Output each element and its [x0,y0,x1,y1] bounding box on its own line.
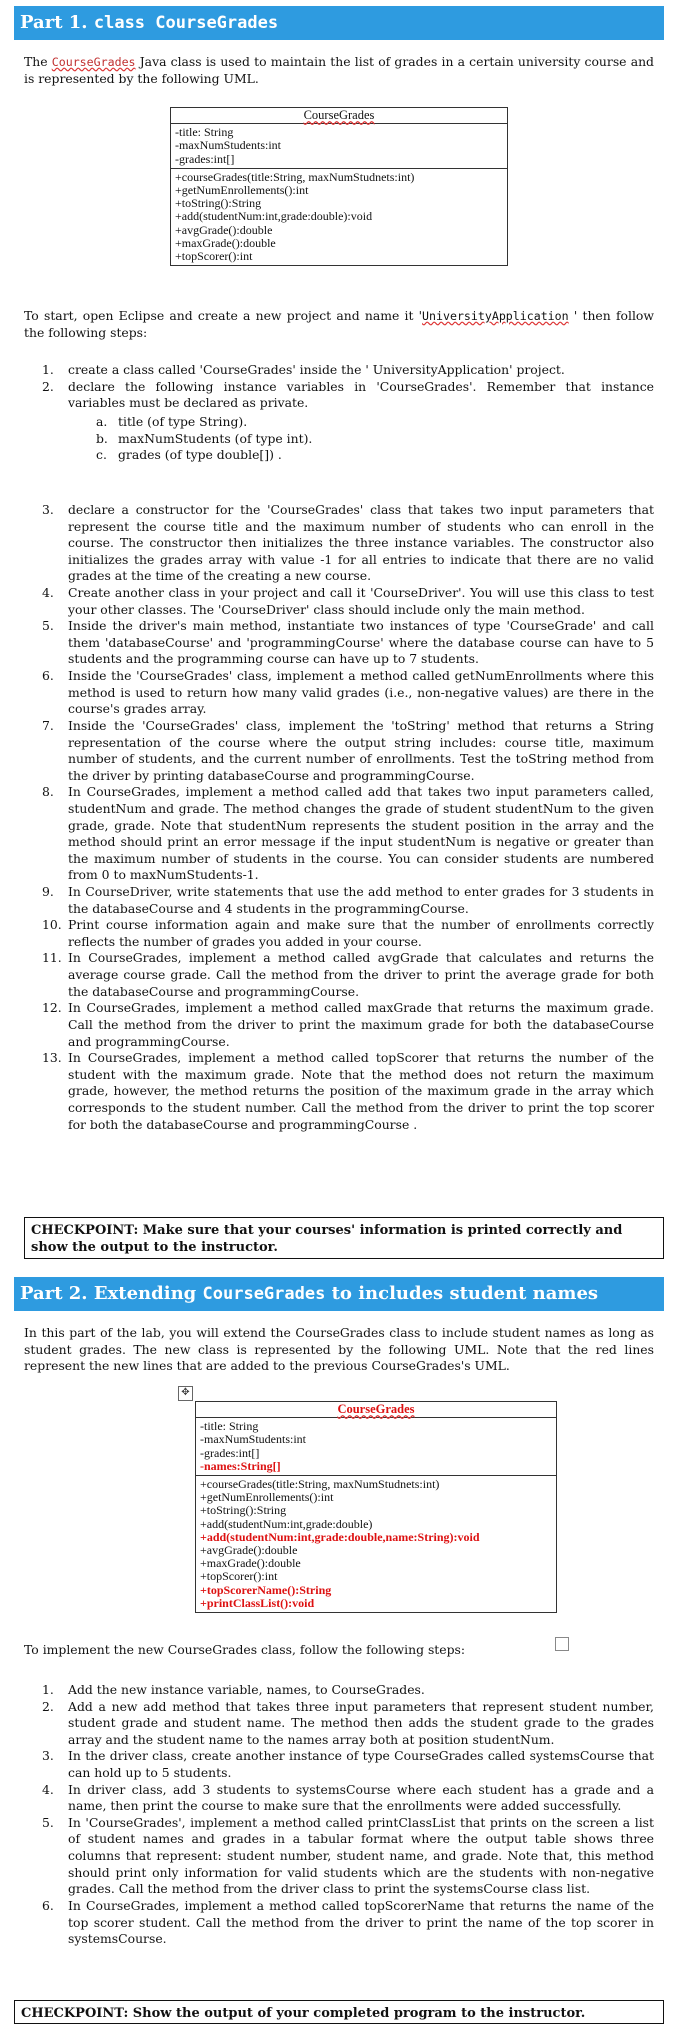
list-item [30,1815,654,1898]
uml-attributes [171,124,507,168]
part1-banner [14,6,664,40]
uml-member: -grades:int[] [200,1445,260,1460]
uml-class-name-text: CourseGrades [303,108,375,122]
list-item-number: b. [96,430,108,446]
part2-title-prefix: Part 2. Extending [20,1283,203,1304]
list-item [30,379,654,412]
uml-diagram-extended [195,1401,557,1613]
uml-member: +add(studentNum:int,grade:double):void [175,209,373,224]
part2-checkpoint: CHECKPOINT: Show the output of your completed program to the instructor. [14,2000,664,2024]
uml-member: -title: String [200,1419,259,1434]
list-item-number: 2. [42,1698,54,1714]
uml2-attributes [196,1418,556,1475]
uml-member: +add(studentNum:int,grade:double,name:String):void [200,1529,480,1544]
list-item [30,950,654,1000]
list-item-text: In CourseDriver, write statements that use the add method to enter grades for 3 students in the databaseCourse and 4 students in the programmingCourse. [68,884,654,916]
intro-class-name: CourseGrades [51,55,136,69]
list-item-text: declare a constructor for the 'CourseGrades' class that takes two input parameters that represent the course title and the maximum number of students who can enroll in the course. The constructor then initializes the three instance variables. The constructor also initializes the grades array with value -1 for all entries to indicate that there are no valid grades at the time of the creating a new course. [68,502,654,584]
list-item-number: 13. [42,1050,62,1066]
list-item-text: grades (of type double[]) . [118,447,282,463]
uml-member: -names:String[] [200,1458,281,1473]
uml-member: -maxNumStudents:int [175,138,281,153]
list-item [30,917,654,950]
list-item-text: In CourseGrades, implement a method called topScorerName that returns the name of the top scorer student. Call the method from the driver to print the name of the top scorer in systemsCourse. [68,1897,654,1947]
part2-intro: In this part of the lab, you will extend the CourseGrades class to include student names as long as student grades. The new class is represented by the following UML. Note that the red lines represent the new lines that are added to the previous CourseGrades's UML. [24,1325,654,1374]
uml-member: -maxNumStudents:int [200,1432,306,1447]
part1-substeps [96,414,312,464]
list-item-text: In CourseGrades, implement a method called maxGrade that returns the maximum grade. Call the method from the driver to print the maximum grade for both the databaseCourse and programmingCourse. [68,1000,654,1049]
intro-text-b: Java class is used to maintain the list of grades in a certain university course and is represented by the following UML. [24,54,654,86]
uml-methods [171,168,507,265]
list-item-number: 5. [42,1814,54,1830]
list-item-number: 10. [42,917,62,933]
list-item [30,668,654,718]
list-item-number: a. [96,414,108,429]
uml-member: -grades:int[] [175,151,235,166]
list-item [30,585,654,618]
list-item-number: 12. [42,1000,62,1016]
uml-member: +topScorer():int [200,1569,278,1584]
list-item [30,1699,654,1749]
uml2-class-name [196,1402,556,1418]
uml-member: +courseGrades(title:String, maxNumStudnets:int) [200,1477,440,1492]
list-item [30,718,654,784]
list-item-text: Inside the driver's main method, instantiate two instances of type 'CourseGrade' and call them 'databaseCourse' and 'programmingCourse' where the database course can have to 5 students and the programming course can have up to 7 students. [68,618,654,667]
uml-member: +toString():String [200,1503,287,1518]
list-item-number: 8. [42,784,54,800]
list-item-text: title (of type String). [118,414,248,429]
part2-steps-list [30,1682,654,1948]
intro-text-a: The [24,54,52,69]
list-item [30,1748,654,1781]
part1-checkpoint: CHECKPOINT: Make sure that your courses' information is printed correctly and show the output to the instructor. [24,1217,664,1259]
list-item [96,447,312,464]
uml-member: +topScorerName():String [200,1582,332,1597]
uml2-class-name-text: CourseGrades [337,1402,415,1416]
start-text-a: To start, open Eclipse and create a new project and name it ' [24,308,423,323]
list-item-text: declare the following instance variables in 'CourseGrades'. Remember that instance variables must be declared as private. [68,378,654,411]
list-item [30,1782,654,1815]
part1-steps-list-cont [30,502,654,1133]
list-item-text: Add a new add method that takes three input parameters that represent student number, student grade and student name. The method then adds the student grade to the grades array and the student name to the names array both at position studentNum. [68,1698,654,1747]
list-item-number: 1. [42,362,54,377]
start-text-b: ' then follow the following steps: [24,308,654,340]
list-item-number: 7. [42,717,54,733]
part2-title-code: CourseGrades [202,1284,326,1304]
part2-banner [14,1277,664,1311]
list-item-number: 4. [42,1781,54,1797]
start-project-name: UniversityApplication [422,309,569,323]
list-item [30,1000,654,1050]
list-item-text: Print course information again and make sure that the number of enrollments correctly reflects the number of grades you added in your course. [68,917,654,949]
list-item-text: Inside the 'CourseGrades' class, implement a method called getNumEnrollments where this method is used to return how many valid grades (i.e., non-negative values) are there in the course's grades array. [68,668,654,717]
list-item-number: 6. [42,1897,54,1913]
list-item-text: In 'CourseGrades', implement a method called printClassList that prints on the screen a list of student names and grades in a tabular format where the output table shows three columns that represent: student number, student name, and grade. Note that, this method should print only information for valid students which are the students with non-negative grades. Call the method from the driver class to print the systemsCourse class list. [68,1814,654,1897]
list-item [30,1898,654,1948]
uml-member: +getNumEnrollements():int [200,1490,334,1505]
move-handle-icon[interactable]: ✥ [178,1386,193,1401]
list-item [30,618,654,668]
uml-member: +toString():String [175,196,262,211]
list-item-number: 3. [42,502,54,517]
list-item-text: maxNumStudents (of type int). [118,430,313,446]
part2-title-suffix: to includes student names [325,1283,599,1304]
uml-diagram-courses [170,107,508,266]
part2-implement-intro: To implement the new CourseGrades class, follow the following steps: [24,1642,466,1657]
list-item-text: In CourseGrades, implement a method called add that takes two input parameters called, studentNum and grade. The method changes the grade of student studentNum to the given grade, grade. Note that studentNum represents the student position in the array and the method should print an error message if the input studentNum is negative or greater than the maximum number of students in the course. You can consider students are numbered from 0 to maxNumStudents-1. [68,784,654,883]
list-item-number: 6. [42,668,54,684]
uml-member: +maxGrade():double [175,235,276,250]
list-item-text: In the driver class, create another instance of type CourseGrades called systemsCourse that can hold up to 5 students. [68,1748,654,1781]
uml-member: +avgGrade():double [200,1543,298,1558]
list-item [30,502,654,585]
part1-start [24,308,654,341]
part1-steps-list [30,362,654,412]
list-item-number: 3. [42,1748,54,1764]
uml-member: +maxGrade():double [200,1556,301,1571]
part1-title-prefix: Part 1. [20,12,88,33]
uml-member: +getNumEnrollements():int [175,183,309,198]
uml-member: +add(studentNum:int,grade:double) [200,1516,373,1531]
list-item-text: Create another class in your project and call it 'CourseDriver'. You will use this class to test your other classes. The 'CourseDriver' class should include only the main method. [68,585,654,617]
list-item [30,1682,654,1699]
list-item-number: c. [96,447,107,463]
list-item-number: 4. [42,585,54,601]
uml-member: +avgGrade():double [175,222,273,237]
part1-title-code: class CourseGrades [93,13,279,33]
list-item [96,431,312,448]
list-item-text: In CourseGrades, implement a method called avgGrade that calculates and returns the average course grade. Call the method from the driver to print the average grade for both the databaseCourse and programmingCourse. [68,950,654,999]
uml2-methods [196,1475,556,1612]
list-item-number: 11. [42,950,62,966]
list-item-number: 9. [42,884,54,900]
uml-member: +topScorer():int [175,249,253,264]
list-item-text: Inside the 'CourseGrades' class, implement the 'toString' method that returns a String representation of the course where the output string includes: course title, maximum number of students, and the current number of enrollments. Test the toString method from the driver by printing databaseCourse and programmingCourse. [68,717,654,783]
uml-class-name [171,108,507,124]
uml-member: +courseGrades(title:String, maxNumStudnets:int) [175,169,415,184]
list-item-number: 2. [42,378,54,394]
list-item [96,414,312,431]
list-item [30,362,654,379]
list-item [30,784,654,884]
list-item-text: Add the new instance variable, names, to CourseGrades. [68,1682,425,1697]
list-item-number: 5. [42,618,54,634]
uml-member: +printClassList():void [200,1595,315,1610]
list-item-text: create a class called 'CourseGrades' inside the ' UniversityApplication' project. [68,362,565,377]
list-item-number: 1. [42,1682,54,1697]
list-item [30,1050,654,1133]
part1-intro [24,54,654,87]
list-item [30,884,654,917]
list-item-text: In driver class, add 3 students to systemsCourse where each student has a grade and a name, then print the course to make sure that the enrollments were added successfully. [68,1781,654,1814]
uml-member: -title: String [175,125,234,140]
list-item-text: In CourseGrades, implement a method called topScorer that returns the number of the student with the maximum grade. Note that the method does not return the maximum grade, however, the method returns the position of the maximum grade in the array which corresponds to the student number. Call the method from the driver to print the top scorer for both the databaseCourse and programmingCourse . [68,1050,654,1132]
